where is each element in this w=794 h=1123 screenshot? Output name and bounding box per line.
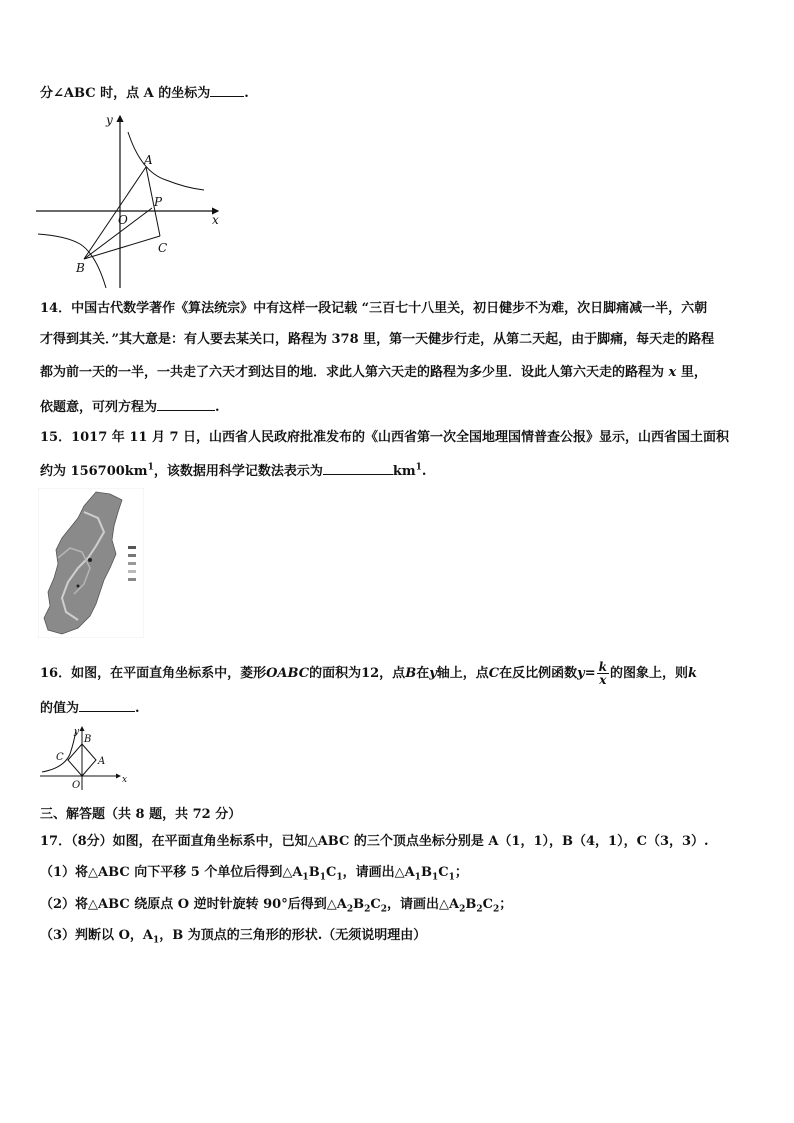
q14-answer-blank[interactable]: [157, 396, 215, 411]
q16-label-c: C: [56, 752, 64, 763]
q17-p1-letter-c: C: [325, 865, 337, 880]
q14-line-2: 才得到其关．”其大意是：有人要去某关口，路程为 378 里，第一天健步行走，从第二天起，由于脚痛，每天走的路程: [40, 332, 715, 347]
q16-label-o: O: [72, 780, 81, 791]
q17-p2-sub-c: 2: [380, 904, 387, 915]
q17-part-2: [40, 896, 512, 914]
q14-line-3-end: 里，: [680, 365, 707, 380]
q13-figure: [36, 112, 226, 290]
q17-p1-letter-b: B: [308, 865, 320, 880]
q16-text-f: 的图象上，则: [609, 666, 688, 681]
q17-p1-letter-b2: B: [420, 865, 432, 880]
q13-hyperbola-branch-1: [128, 132, 204, 190]
q16-line-2: [40, 697, 140, 718]
q17-p1-sub-a2: 1: [414, 872, 421, 883]
q17-p2-sub-a2: 2: [459, 904, 466, 915]
q16-line-1: [40, 661, 697, 686]
q17-p2-sub-b2: 2: [476, 904, 483, 915]
q17-p2-sub-b: 2: [364, 904, 371, 915]
q17-p1-letter-c2: C: [438, 865, 449, 880]
q17-p1-end: ；: [454, 865, 468, 880]
q13-label-b: B: [76, 261, 85, 275]
q17-p3-text: （3）判断以 O，A: [40, 928, 153, 943]
q15-answer-blank[interactable]: [323, 460, 393, 475]
q13-label-p: P: [154, 195, 163, 209]
q16-axis-y: y: [429, 666, 437, 681]
q17-p1-text: （1）将△ABC 向下平移 5 个单位后得到△A: [40, 865, 303, 880]
q17-p2-sub-c2: 2: [492, 904, 500, 915]
q16-label-y: y: [74, 727, 80, 737]
q16-var-k: k: [687, 666, 697, 681]
q17-p1-mid: ，请画出△A: [342, 865, 415, 880]
q16-hyperbola: [42, 730, 76, 772]
q16-point-b: B: [405, 666, 417, 681]
q14-period: .: [215, 400, 220, 415]
q15-line-1: 15．1017 年 11 月 7 日，山西省人民政府批准发布的《山西省第一次全国地理国情普查公报》显示，山西省国土面积: [40, 430, 730, 445]
q17-p2-text: （2）将△ABC 绕原点 O 逆时针旋转 90°后得到△A: [40, 897, 347, 912]
q16-fraction-numerator: k: [598, 660, 607, 674]
q17-p3-end: ，B 为顶点的三角形的形状.（无须说明理由）: [159, 928, 427, 943]
q16-text-a: 16．如图，在平面直角坐标系中，菱形: [40, 666, 267, 681]
q13-label-c: C: [158, 241, 168, 255]
q17-p2-sub-a: 2: [346, 904, 354, 915]
q16-label-a: A: [98, 756, 106, 767]
q17-part-3: [40, 927, 426, 945]
q13-answer-blank[interactable]: [210, 82, 244, 97]
q17-p1-sub-a: 1: [302, 872, 309, 883]
q15-period: .: [421, 464, 427, 479]
q15-area-sup: 1: [147, 462, 154, 473]
q14-line-3-text: 都为前一天的一半，一共走了六天才到达目的地．求此人第六天走的路程为多少里．设此人第六天走的路程为: [40, 365, 665, 380]
q13-segment-ab: [84, 167, 146, 259]
q15-area-value: 约为 156700km: [40, 464, 148, 479]
q16-period: .: [135, 701, 140, 716]
q17-p1-sub-b: 1: [319, 872, 326, 883]
q13-segment-bc: [84, 236, 160, 259]
q17-p2-mid: ，请画出△A: [386, 897, 460, 912]
q14-line-3: [40, 364, 707, 382]
q15-unit: km: [392, 464, 416, 479]
q14-line-1: 14．中国古代数学著作《算法统宗》中有这样一段记载 “三百七十八里关，初日健步不为难，次日脚痛减一半，六朝: [40, 301, 708, 316]
section-3-title: 三、解答题（共 8 题，共 72 分）: [40, 807, 242, 822]
q13-period: .: [244, 86, 249, 101]
q17-p2-letter-b2: B: [465, 897, 477, 912]
q16-answer-blank[interactable]: [79, 697, 135, 712]
q13-label-x: x: [212, 213, 219, 227]
q16-label-x: x: [122, 775, 128, 785]
q17-p2-end: ；: [499, 897, 513, 912]
q16-fraction: [597, 661, 609, 686]
q13-label-a: A: [144, 153, 153, 167]
q13-label-o: O: [118, 213, 128, 227]
q16-shape-name: OABC: [266, 666, 310, 681]
q16-text-d: 轴上，点: [436, 666, 489, 681]
q16-text-e: 在反比例函数: [499, 666, 578, 681]
q14-line-4: [40, 396, 220, 417]
q17-stem: 17．（8分）如图，在平面直角坐标系中，已知△ABC 的三个顶点坐标分别是 A（1，1），B（4，1），C（3，3）.: [40, 834, 709, 849]
q17-p2-letter-b: B: [353, 897, 365, 912]
q13-tail-line: [40, 82, 249, 103]
q16-text-c: 在: [416, 666, 430, 681]
q17-p1-sub-c2: 1: [448, 872, 455, 883]
q17-p3-sub: 1: [152, 935, 160, 946]
q17-part-1: [40, 864, 468, 882]
q16-func-lhs: y=: [577, 666, 596, 681]
q15-line-2-text: ，该数据用科学记数法表示为: [153, 464, 323, 479]
q13-tail-text: 分∠ABC 时，点 A 的坐标为: [40, 86, 211, 101]
q17-p1-sub-c: 1: [336, 872, 343, 883]
q15-unit-sup: 1: [415, 462, 422, 473]
q16-text-b: 的面积为12，点: [309, 666, 406, 681]
q13-label-y: y: [106, 113, 113, 127]
q16-figure: [38, 724, 130, 792]
q17-p2-letter-c: C: [370, 897, 381, 912]
q17-p1-sub-b2: 1: [431, 872, 439, 883]
q16-point-c: C: [488, 666, 500, 681]
q14-line-4-text: 依题意，可列方程为: [40, 400, 158, 415]
q14-var-x: x: [668, 365, 677, 380]
q16-fraction-denominator: x: [599, 673, 607, 687]
q16-label-b: B: [84, 734, 92, 745]
q15-shanxi-map-image: [38, 488, 144, 638]
q17-p2-letter-c2: C: [482, 897, 493, 912]
q16-line-2-text: 的值为: [40, 701, 80, 716]
q15-line-2: [40, 460, 426, 481]
